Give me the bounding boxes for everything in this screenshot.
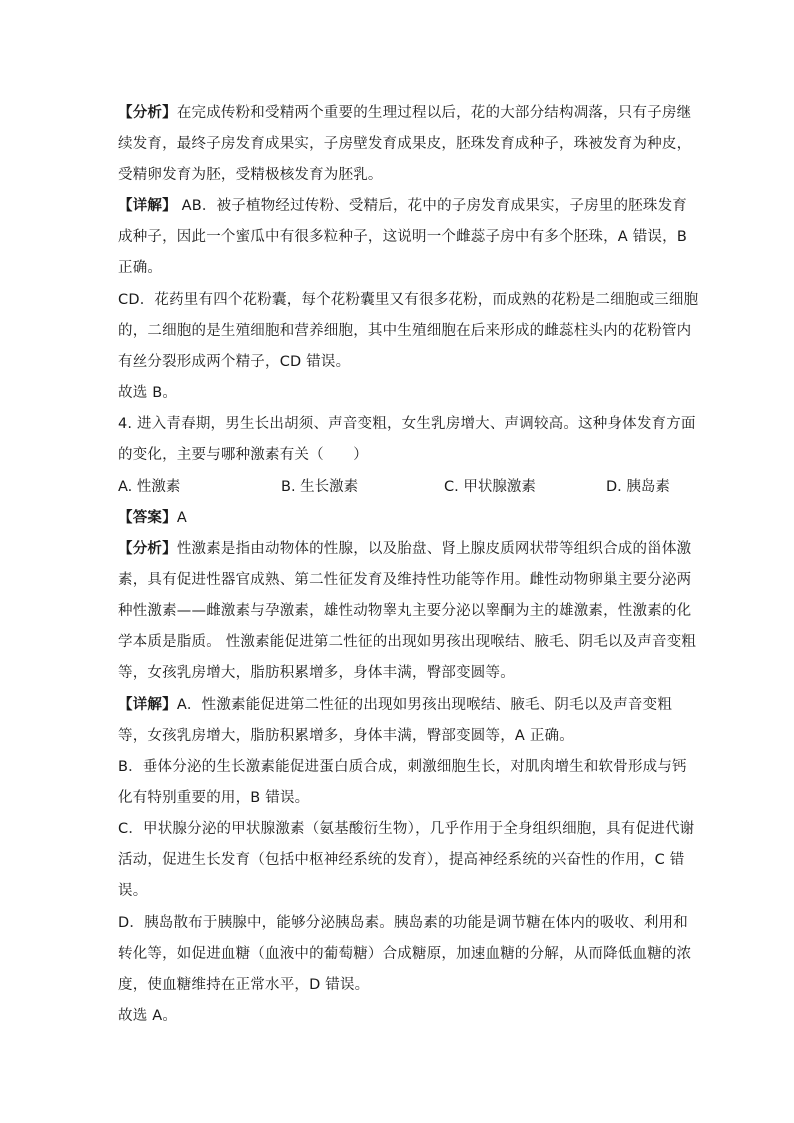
detail-line-6: 活动，促进生长发育（包括中枢神经系统的发育），提高神经系统的兴奋性的作用，C 错 [118,852,685,868]
detail-label: 【详解】 [118,198,177,214]
detail-prev-line-4: CD．花药里有四个花粉囊，每个花粉囊里又有很多花粉，而成熟的花粉是二细胞或三细胞 [118,292,699,308]
detail-prev-line-7: 故选 B。 [118,385,178,401]
detail-line-1: 【详解】A．性激素能促进第二性征的出现如男孩出现喉结、腋毛、阴毛以及声音变粗 [118,697,673,713]
detail-line-3: B．垂体分泌的生长激素能促进蛋白质合成，刺激细胞生长，对肌肉增生和软骨形成与钙 [118,759,687,775]
analysis-line-5: 等，女孩乳房增大，脂肪积累增多，身体丰满，臀部变圆等。 [118,665,515,681]
detail-prev-line-1: 【详解】 AB．被子植物经过传粉、受精后，花中的子房发育成果实，子房里的胚珠发育 [118,198,687,214]
option-a: A. 性激素 [118,479,181,495]
analysis-line-3: 种性激素——雌激素与孕激素，雄性动物睾丸主要分泌以睾酮为主的雄激素，性激素的化 [118,603,692,619]
option-b: B. 生长激素 [281,479,359,495]
detail-line-2: 等，女孩乳房增大，脂肪积累增多，身体丰满，臀部变圆等，A 正确。 [118,728,574,744]
question-line-1: 4. 进入青春期，男生长出胡须、声音变粗，女生乳房增大、声调较高。这种身体发育方面 [118,416,696,432]
detail-prev-line-6: 有丝分裂形成两个精子，CD 错误。 [118,354,351,370]
analysis-label: 【分析】 [118,105,177,121]
option-d: D. 胰岛素 [606,479,670,495]
detail-line-5: C．甲状腺分泌的甲状腺激素（氨基酸衍生物），几乎作用于全身组织细胞，具有促进代谢 [118,821,695,837]
analysis-prev-line-1: 【分析】在完成传粉和受精两个重要的生理过程以后，花的大部分结构凋落，只有子房继 [118,105,692,121]
detail-line-7: 误。 [118,883,148,899]
option-c: C. 甲状腺激素 [444,479,536,495]
detail-label-2: 【详解】 [118,697,177,713]
detail-prev-line-3: 正确。 [118,260,163,276]
analysis-prev-line-2: 续发育，最终子房发育成果实，子房壁发育成果皮，胚珠发育成种子，珠被发育为种皮， [118,136,692,152]
detail-line-10: 度，使血糖维持在正常水平，D 错误。 [118,977,370,993]
analysis-line-2: 素，具有促进性器官成熟、第二性征发育及维持性功能等作用。雌性动物卵巢主要分泌两 [118,572,692,588]
analysis-line-4: 学本质是脂质。 性激素能促进第二性征的出现如男孩出现喉结、腋毛、阴毛以及声音变粗 [118,634,697,650]
detail-line-8: D．胰岛散布于胰腺中，能够分泌胰岛素。胰岛素的功能是调节糖在体内的吸收、利用和 [118,915,688,931]
analysis-prev-line-3: 受精卵发育为胚，受精极核发育为胚乳。 [118,167,383,183]
detail-line-4: 化有特别重要的用，B 错误。 [118,790,310,806]
answer-line [118,508,187,528]
analysis-label-2: 【分析】 [118,541,177,557]
analysis-line-1: 【分析】性激素是指由动物体的性腺，以及胎盘、肾上腺皮质网状带等组织合成的甾体激 [118,541,692,557]
answer-value: A [176,510,187,526]
detail-prev-line-5: 的，二细胞的是生殖细胞和营养细胞，其中生殖细胞在后来形成的雌蕊柱头内的花粉管内 [118,323,692,339]
detail-line-9: 转化等，如促进血糖（血液中的葡萄糖）合成糖原，加速血糖的分解，从而降低血糖的浓 [118,946,692,962]
detail-line-11: 故选 A。 [118,1008,178,1024]
question-line-2: 的变化，主要与哪种激素有关（ ） [118,447,368,463]
detail-prev-line-2: 成种子，因此一个蜜瓜中有很多粒种子，这说明一个雌蕊子房中有多个胚珠，A 错误，B [118,229,687,245]
answer-label: 【答案】 [118,510,177,526]
